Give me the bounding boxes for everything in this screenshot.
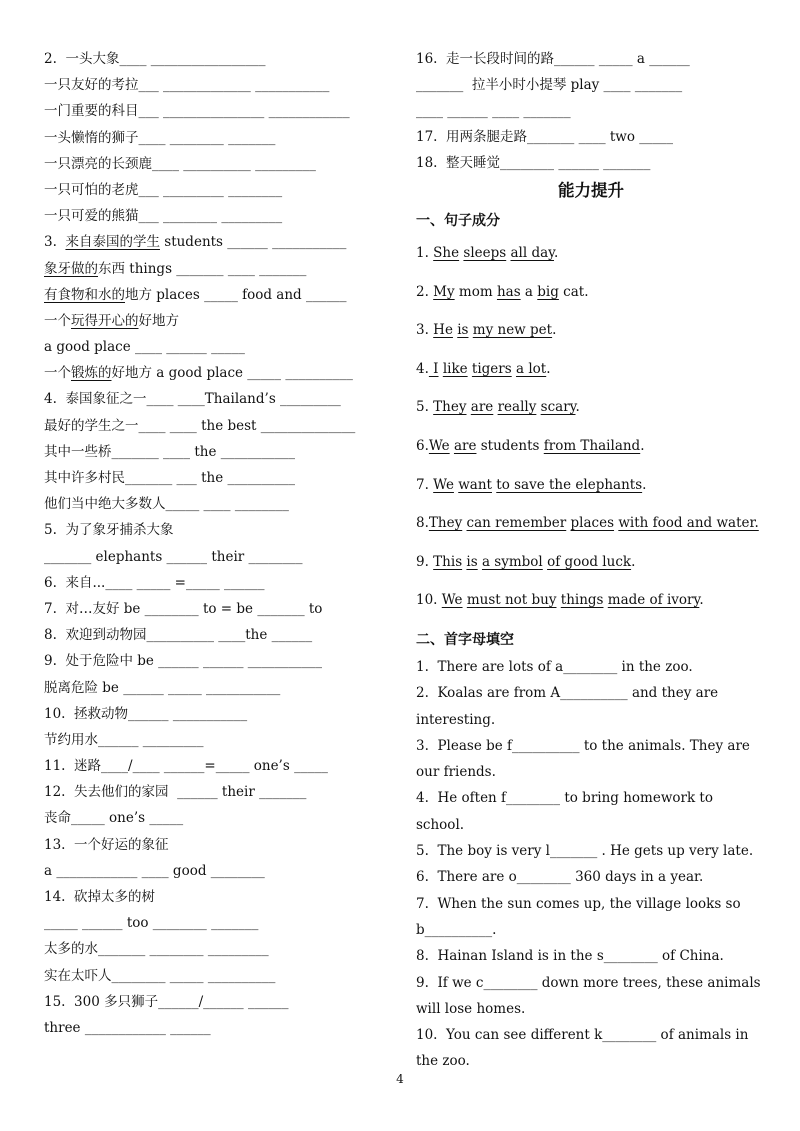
sentence-text: 7. — [416, 476, 434, 493]
underlined-phrase: like — [442, 360, 468, 377]
text-line: 3. 来自泰国的学生 students ______ ___________ — [44, 234, 347, 251]
underlined-phrase: She — [433, 245, 460, 261]
text-line: 16. 走一长段时间的路______ _____ a ______ — [416, 51, 690, 67]
text-line: 15. 300 多只狮子______/______ ______ — [44, 993, 289, 1010]
underlined-phrase: are — [453, 437, 477, 454]
sentence-text: 1. — [416, 245, 434, 261]
underlined-phrase: My — [433, 283, 455, 300]
underlined-phrase: We — [433, 476, 454, 493]
fill-in-list — [416, 654, 766, 1075]
text-line: the zoo. — [416, 1053, 470, 1070]
sentence-line — [416, 581, 766, 620]
text-line: _____ ______ too ________ _______ — [44, 915, 259, 932]
text-line: 一门重要的科目___ _______________ ____________ — [44, 103, 350, 120]
underlined-phrase: 锻炼的 — [71, 365, 112, 382]
text-line: 7. 对…友好 be ________ to = be _______ to — [44, 600, 323, 617]
text-line: 9. If we c________ down more trees, these animals — [416, 974, 761, 991]
sentence-line — [416, 350, 766, 389]
underlined-phrase: want — [458, 476, 492, 493]
sentence-text: 9. — [416, 553, 434, 570]
underlined-phrase: a lot — [515, 360, 547, 377]
text-line: 14. 砍掉太多的树 — [44, 889, 156, 905]
text-line: a good place ____ ______ _____ — [44, 339, 245, 356]
sentence-text: 4. — [416, 360, 429, 377]
page-number: 4 — [396, 1072, 404, 1086]
text-line: 10. You can see different k________ of animals in — [416, 1027, 749, 1044]
text-line: 实在太吓人________ _____ __________ — [44, 967, 276, 984]
sentence-text: . — [552, 322, 557, 339]
sentence-text: . — [546, 360, 551, 377]
text-line: 18. 整天睡觉________ ______ _______ — [416, 155, 651, 171]
phrase-list — [416, 46, 766, 176]
text-line: 太多的水_______ ________ _________ — [44, 941, 269, 958]
sentence-text: . — [575, 399, 580, 416]
text-line: our friends. — [416, 764, 496, 781]
right-column — [416, 46, 766, 1075]
text-line: 最好的学生之一____ ____ the best ______________ — [44, 417, 356, 434]
text-line: three ____________ ______ — [44, 1019, 211, 1036]
text-line: 一个锻炼的好地方 a good place _____ __________ — [44, 365, 353, 382]
text-line: 一只漂亮的长颈鹿____ __________ _________ — [44, 155, 316, 172]
sentence-text: 8. — [416, 515, 429, 532]
underlined-phrase: They — [433, 399, 467, 416]
underlined-phrase: to save the elephants — [496, 476, 643, 493]
text-line: 其中一些桥_______ ____ the ___________ — [44, 443, 295, 460]
sentence-line — [416, 466, 766, 505]
sentence-text: 3. — [416, 322, 434, 339]
text-line: _______ elephants ______ their ________ — [44, 548, 303, 565]
text-line: 5. 为了象牙捕杀大象 — [44, 522, 174, 539]
sentence-text: 5. — [416, 399, 434, 416]
text-line: 1. There are lots of a________ in the zoo. — [416, 658, 693, 675]
underlined-phrase: scary — [540, 399, 576, 416]
underlined-phrase: This — [433, 553, 463, 570]
text-line: 2. Koalas are from A__________ and they are — [416, 685, 719, 702]
text-line: 11. 迷路____/____ ______=_____ one’s _____ — [44, 758, 328, 775]
underlined-phrase: is — [466, 553, 478, 570]
sentence-text: students — [476, 437, 544, 454]
underlined-phrase: places — [570, 515, 615, 532]
underlined-phrase: from Thailand — [543, 437, 641, 454]
underlined-phrase: are — [470, 399, 494, 416]
sentence-text: . — [642, 476, 647, 493]
underlined-phrase: 玩得开心的 — [71, 312, 139, 329]
sentence-text: a — [520, 283, 538, 300]
sentence-list — [416, 234, 766, 620]
sentence-text: . — [631, 553, 636, 570]
underlined-phrase: can remember — [466, 515, 567, 532]
text-line: 丧命_____ one’s _____ — [44, 810, 184, 827]
sentence-line — [416, 234, 766, 273]
underlined-phrase: 来自泰国的学生 — [65, 234, 160, 251]
sentence-line — [416, 427, 766, 466]
text-line: 他们当中绝大多数人_____ ____ ________ — [44, 496, 289, 513]
sentence-text: 6. — [416, 437, 429, 454]
underlined-phrase: He — [433, 322, 453, 339]
text-line: 10. 拯救动物______ ___________ — [44, 705, 248, 722]
text-line: 7. When the sun comes up, the village looks so — [416, 895, 741, 912]
sentence-text: 10. — [416, 592, 442, 609]
text-line: 节约用水______ _________ — [44, 731, 204, 748]
text-line: _______ 拉半小时小提琴 play ____ _______ — [416, 77, 683, 93]
underlined-phrase: all day — [510, 245, 554, 261]
sentence-text: 2. — [416, 283, 434, 300]
text-line: 象牙做的东西 things _______ ____ _______ — [44, 260, 307, 277]
text-line: 脱离危险 be ______ _____ ___________ — [44, 679, 281, 696]
text-line: 4. He often f________ to bring homework to — [416, 790, 713, 807]
text-line: 一头懒惰的狮子____ ________ _______ — [44, 129, 276, 146]
sentence-text: cat. — [558, 283, 589, 300]
text-line: 8. 欢迎到动物园__________ ____the ______ — [44, 627, 313, 644]
text-line: 一只可爱的熊猫___ ________ _________ — [44, 208, 283, 225]
sentence-line — [416, 504, 766, 543]
sentence-line — [416, 388, 766, 427]
underlined-phrase: is — [457, 322, 469, 339]
underlined-phrase: a symbol — [481, 553, 543, 570]
text-line: ____ ______ ____ _______ — [416, 103, 571, 119]
section-heading: 二、首字母填空 — [416, 631, 514, 648]
sentence-line — [416, 543, 766, 582]
text-line: 12. 失去他们的家园 ______ their _______ — [44, 784, 307, 801]
underlined-phrase: 象牙做的 — [44, 260, 98, 277]
underlined-phrase: big — [537, 283, 559, 300]
underlined-phrase: of good luck — [547, 553, 632, 570]
text-line: interesting. — [416, 711, 496, 728]
underlined-phrase: with food and water. — [618, 515, 759, 532]
underlined-phrase: They — [428, 515, 463, 532]
text-line: 3. Please be f__________ to the animals. They are — [416, 737, 750, 754]
underlined-phrase: We — [441, 592, 463, 609]
text-line: 其中许多村民_______ ___ the __________ — [44, 470, 295, 486]
underlined-phrase: made of ivory — [607, 592, 700, 609]
text-line: 2. 一头大象____ _________________ — [44, 51, 266, 67]
sentence-line — [416, 273, 766, 312]
text-line: 6. 来自...____ _____ =_____ ______ — [44, 574, 265, 591]
text-line: school. — [416, 816, 465, 833]
text-line: 17. 用两条腿走路_______ ____ two _____ — [416, 129, 674, 145]
section-title: 能力提升 — [558, 181, 624, 200]
underlined-phrase: must not buy — [466, 592, 557, 609]
text-line: 一只可怕的老虎___ _________ ________ — [44, 181, 283, 198]
text-line: b__________. — [416, 921, 497, 938]
underlined-phrase: tigers — [471, 360, 512, 377]
text-line: will lose homes. — [416, 1000, 526, 1017]
underlined-phrase: We — [428, 437, 450, 454]
text-line: 9. 处于危险中 be ______ ______ ___________ — [44, 653, 323, 670]
text-line: 一只友好的考拉___ _____________ ___________ — [44, 77, 330, 94]
text-line: 13. 一个好运的象征 — [44, 836, 169, 853]
text-line: 4. 泰国象征之一____ ____Thailand’s _________ — [44, 391, 341, 408]
sentence-text: . — [640, 437, 645, 454]
underlined-phrase: has — [496, 283, 521, 300]
underlined-phrase: I — [428, 360, 439, 377]
text-line: 6. There are o________ 360 days in a year. — [416, 869, 704, 886]
sentence-text: mom — [454, 283, 497, 300]
text-line: a ____________ ____ good ________ — [44, 862, 265, 879]
text-line: 有食物和水的地方 places _____ food and ______ — [44, 286, 347, 303]
sentence-text: . — [554, 245, 559, 261]
sentence-line — [416, 311, 766, 350]
text-line: 5. The boy is very l_______ . He gets up very late. — [416, 843, 754, 860]
text-line: 8. Hainan Island is in the s________ of China. — [416, 948, 724, 965]
sentence-text: . — [699, 592, 704, 609]
section-heading: 一、句子成分 — [416, 213, 500, 229]
underlined-phrase: things — [560, 592, 604, 609]
underlined-phrase: my new pet — [472, 322, 553, 339]
underlined-phrase: really — [497, 399, 537, 416]
left-column — [44, 46, 399, 1041]
text-line: 一个玩得开心的好地方 — [44, 312, 179, 329]
underlined-phrase: 有食物和水的 — [44, 286, 125, 303]
underlined-phrase: sleeps — [463, 245, 507, 261]
